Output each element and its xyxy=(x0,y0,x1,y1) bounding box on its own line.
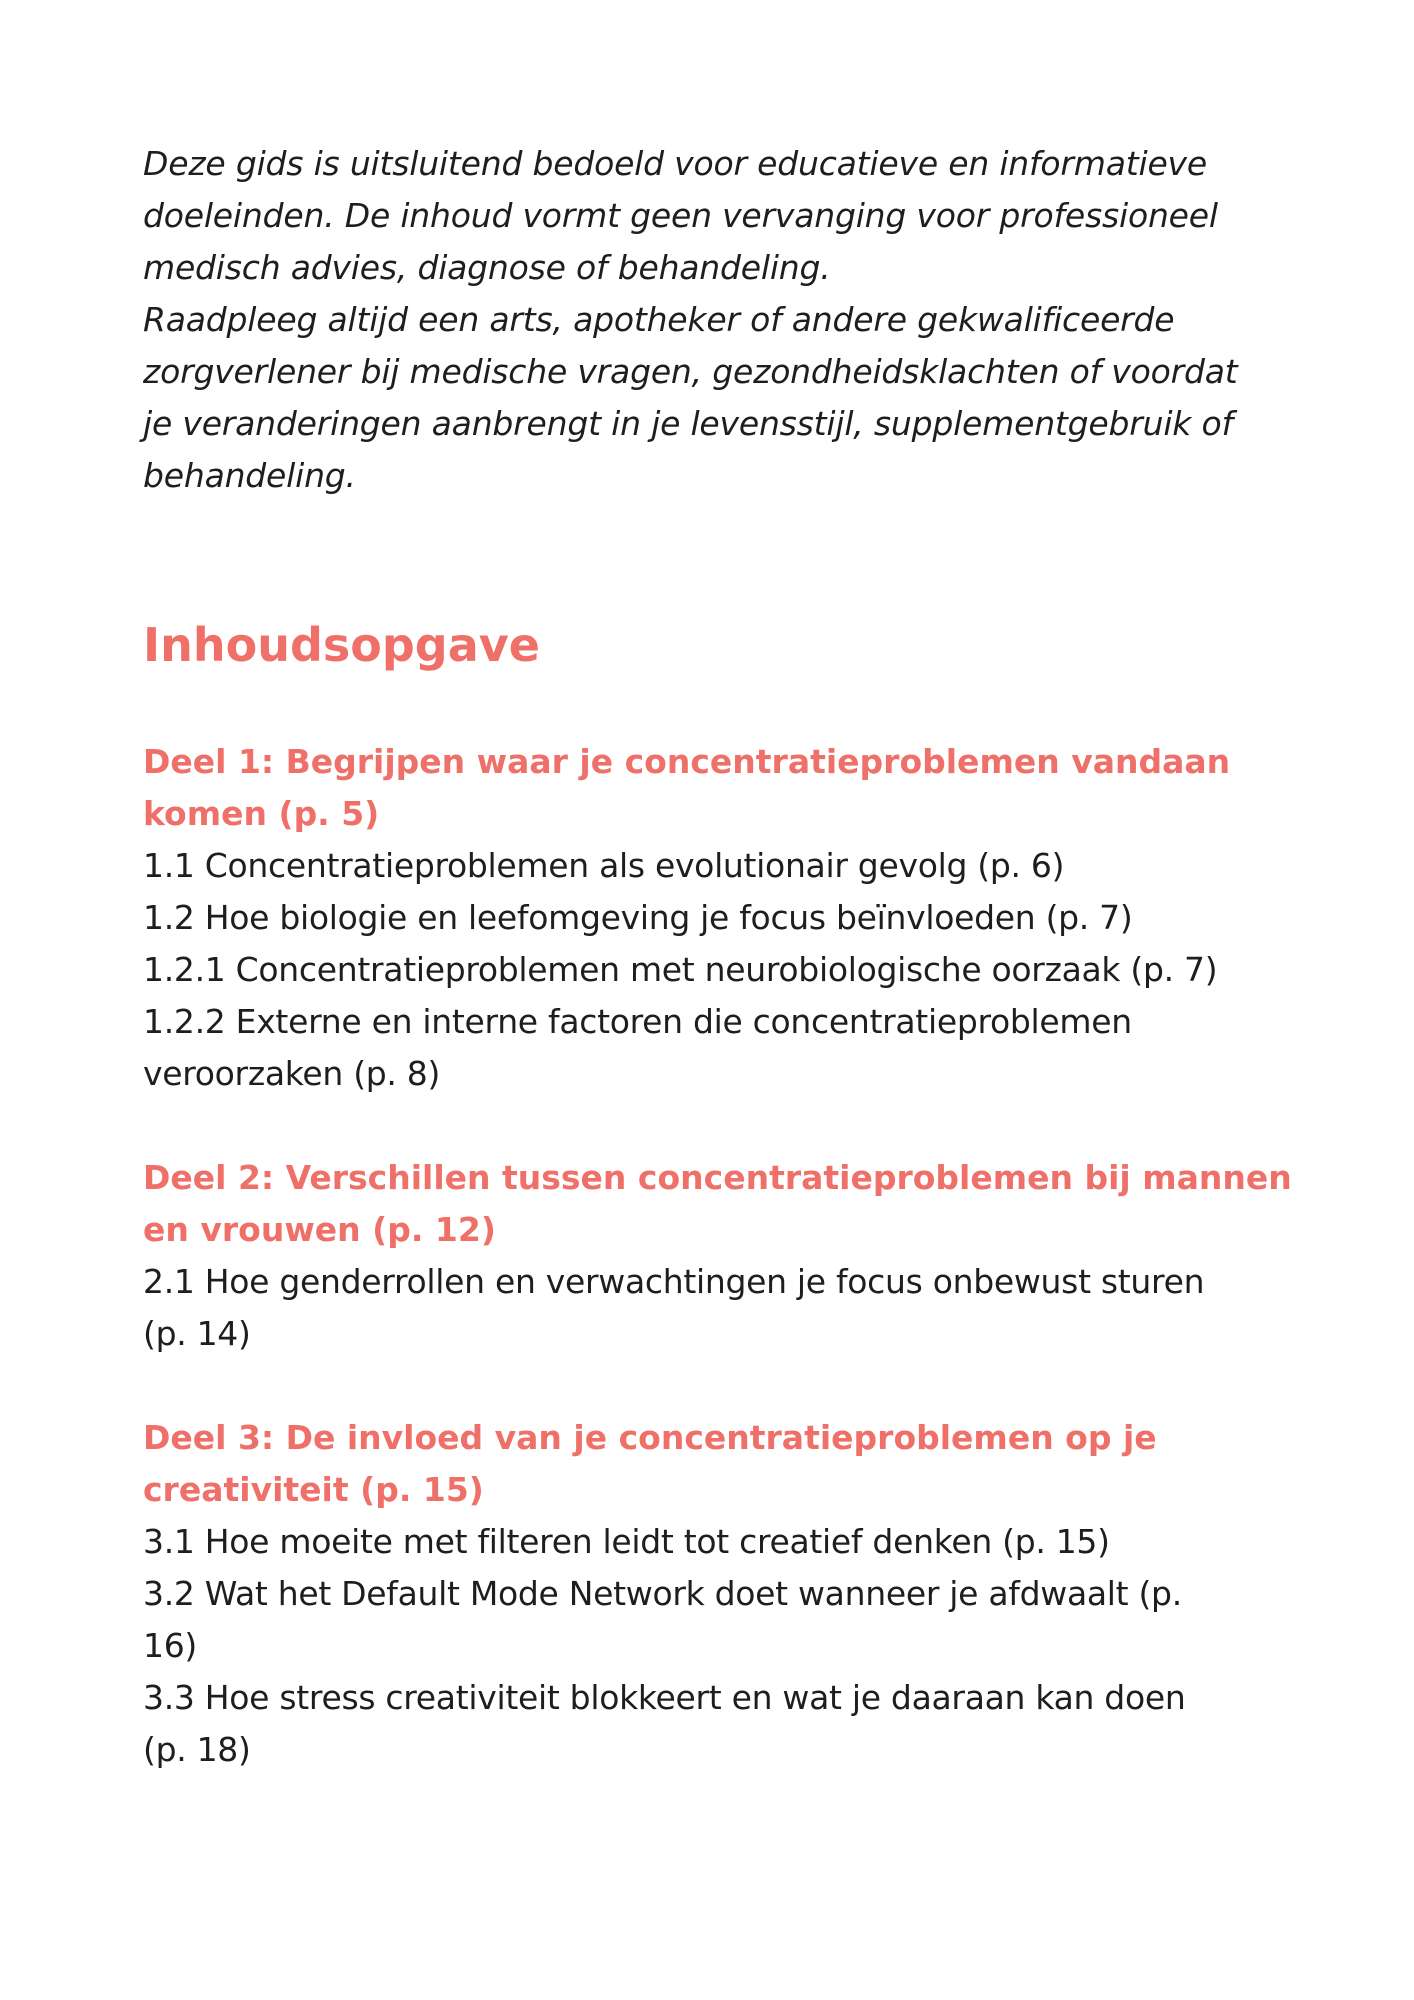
toc-entry: 1.2.2 Externe en interne factoren die concentratieproblemen xyxy=(143,1002,1132,1041)
toc-section-deel-1 xyxy=(143,736,1293,1100)
disclaimer-line: Deze gids is uitsluitend bedoeld voor educatieve en informatieve xyxy=(143,144,1207,183)
toc-entry: 1.2.1 Concentratieproblemen met neurobiologische oorzaak (p. 7) xyxy=(143,950,1218,989)
disclaimer-line: zorgverlener bij medische vragen, gezondheidsklachten of voordat xyxy=(143,352,1238,391)
toc-entry: 1.2 Hoe biologie en leefomgeving je focus beïnvloeden (p. 7) xyxy=(143,898,1133,937)
section-title: komen (p. 5) xyxy=(143,794,380,833)
disclaimer-line: doeleinden. De inhoud vormt geen vervanging voor professioneel xyxy=(143,196,1218,235)
section-title: Deel 2: Verschillen tussen concentratieproblemen bij mannen xyxy=(143,1158,1292,1197)
toc-entry: 2.1 Hoe genderrollen en verwachtingen je focus onbewust sturen xyxy=(143,1262,1205,1301)
toc-entry: veroorzaken (p. 8) xyxy=(143,1054,441,1093)
section-title: creativiteit (p. 15) xyxy=(143,1470,484,1509)
toc-entry: 3.1 Hoe moeite met filteren leidt tot creatief denken (p. 15) xyxy=(143,1522,1110,1561)
toc-entry: 16) xyxy=(143,1626,197,1665)
disclaimer-text xyxy=(143,138,1293,502)
toc-entry: 3.2 Wat het Default Mode Network doet wanneer je afdwaalt (p. xyxy=(143,1574,1182,1613)
toc-entry: (p. 14) xyxy=(143,1314,251,1353)
section-title: Deel 3: De invloed van je concentratieproblemen op je xyxy=(143,1418,1157,1457)
disclaimer-line: behandeling. xyxy=(143,456,356,495)
toc-entry: (p. 18) xyxy=(143,1730,251,1769)
document-page xyxy=(143,138,1293,1776)
disclaimer-line: medisch advies, diagnose of behandeling. xyxy=(143,248,831,287)
toc-section-deel-2 xyxy=(143,1152,1293,1360)
disclaimer-line: Raadpleeg altijd een arts, apotheker of andere gekwalificeerde xyxy=(143,300,1175,339)
toc-entry: 3.3 Hoe stress creativiteit blokkeert en wat je daaraan kan doen xyxy=(143,1678,1186,1717)
disclaimer-line: je veranderingen aanbrengt in je levensstijl, supplementgebruik of xyxy=(143,404,1233,443)
toc-section-deel-3 xyxy=(143,1412,1293,1776)
toc-entry: 1.1 Concentratieproblemen als evolutionair gevolg (p. 6) xyxy=(143,846,1065,885)
section-title: en vrouwen (p. 12) xyxy=(143,1210,496,1249)
section-title: Deel 1: Begrijpen waar je concentratieproblemen vandaan xyxy=(143,742,1231,781)
toc-title: Inhoudsopgave xyxy=(143,618,540,672)
